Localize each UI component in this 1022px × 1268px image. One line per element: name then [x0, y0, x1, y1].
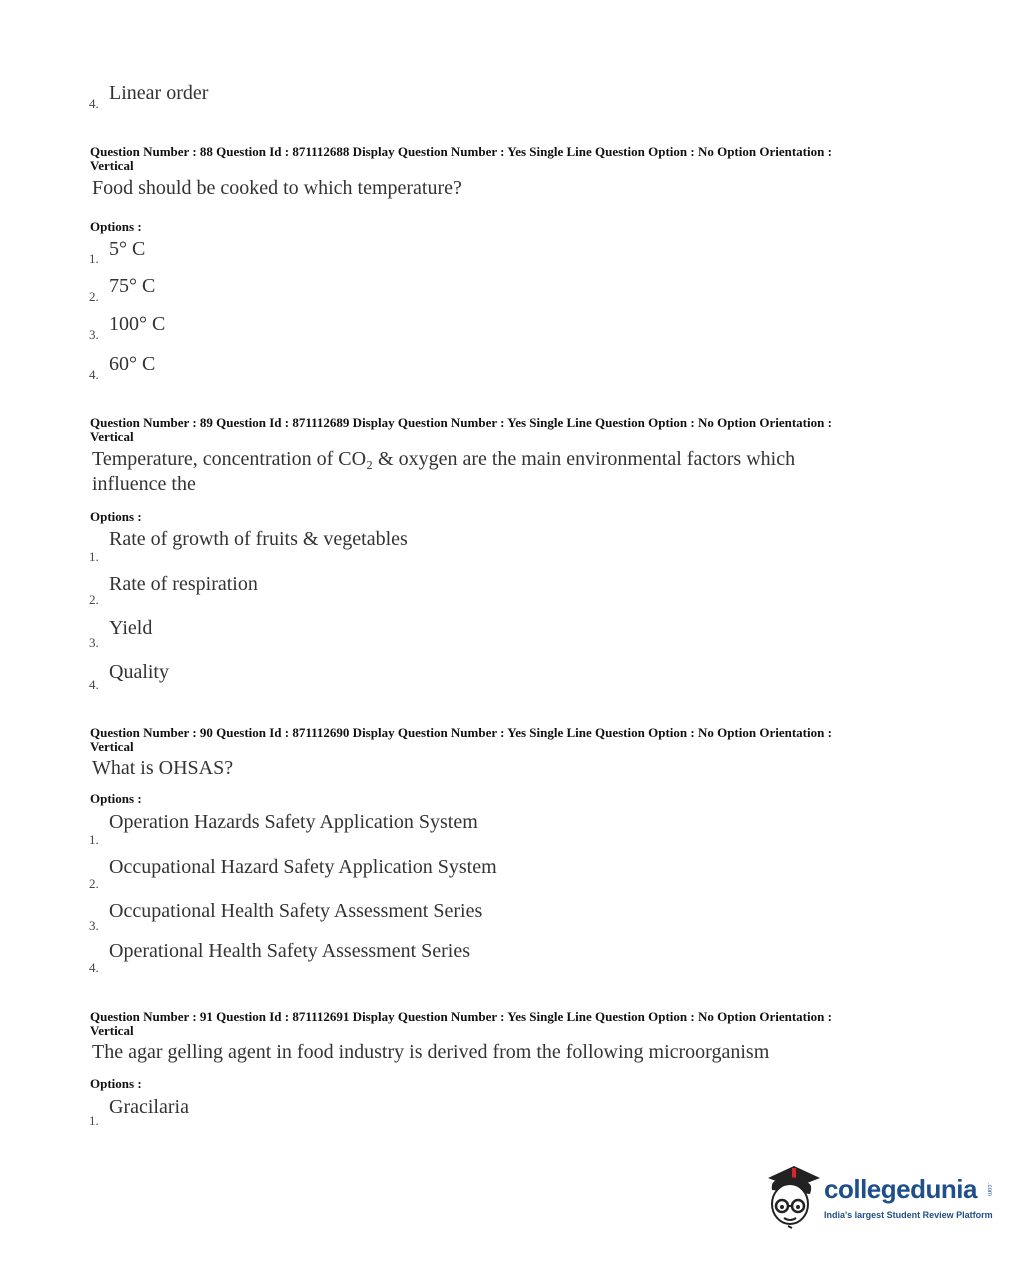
option-number: 3. [89, 918, 99, 933]
option-text: Rate of respiration [109, 573, 258, 595]
option-number: 3. [89, 635, 99, 650]
option-number: 2. [89, 289, 99, 304]
option-text: Gracilaria [109, 1096, 189, 1118]
options-label: Options : [90, 219, 142, 234]
option-number: 1. [89, 832, 99, 847]
option-text: 60° C [109, 353, 156, 375]
question-text: Temperature, concentration of CO₂ & oxygen are the main environmental factors which influence the [92, 448, 796, 495]
option-text: 100° C [109, 313, 166, 335]
option-text: Operation Hazards Safety Application System [109, 811, 478, 833]
question-text: What is OHSAS? [92, 757, 234, 779]
options-label: Options : [90, 509, 142, 524]
options-label: Options : [90, 1076, 142, 1091]
question-meta: Question Number : 91 Question Id : 871112691 Display Question Number : Yes Single Line Question Option : No Option Orientation : Vertical [90, 1009, 832, 1038]
option-number: 1. [89, 1113, 99, 1128]
question-meta: Question Number : 90 Question Id : 871112690 Display Question Number : Yes Single Line Question Option : No Option Orientation : Vertical [90, 725, 832, 754]
option-number: 2. [89, 876, 99, 891]
option-number: 4. [89, 677, 99, 692]
option-number: 2. [89, 592, 99, 607]
option-number: 1. [89, 251, 99, 266]
logo-domain-suffix: .com [986, 1183, 992, 1197]
option-number: 4. [89, 96, 99, 111]
option-text: 5° C [109, 238, 146, 260]
option-text: Yield [109, 617, 153, 639]
question-text: Food should be cooked to which temperature? [92, 177, 462, 199]
option-number: 4. [89, 960, 99, 975]
logo-wordmark: collegedunia [824, 1174, 977, 1204]
option-number: 4. [89, 367, 99, 382]
option-number: 1. [89, 549, 99, 564]
collegedunia-logo [760, 1160, 1000, 1232]
logo-tagline: India's largest Student Review Platform [824, 1210, 993, 1220]
option-text: 75° C [109, 275, 156, 297]
option-text: Linear order [109, 82, 209, 104]
mascot-icon [760, 1160, 824, 1232]
question-meta: Question Number : 89 Question Id : 871112689 Display Question Number : Yes Single Line Question Option : No Option Orientation : Vertical [90, 415, 832, 444]
option-number: 3. [89, 327, 99, 342]
question-text: The agar gelling agent in food industry is derived from the following microorganism [92, 1041, 770, 1063]
options-label: Options : [90, 791, 142, 806]
option-text: Occupational Health Safety Assessment Series [109, 900, 483, 922]
option-text: Occupational Hazard Safety Application System [109, 856, 497, 878]
option-text: Quality [109, 661, 169, 683]
option-text: Rate of growth of fruits & vegetables [109, 528, 408, 550]
option-text: Operational Health Safety Assessment Series [109, 940, 471, 962]
question-meta: Question Number : 88 Question Id : 871112688 Display Question Number : Yes Single Line Question Option : No Option Orientation : Vertical [90, 144, 832, 173]
